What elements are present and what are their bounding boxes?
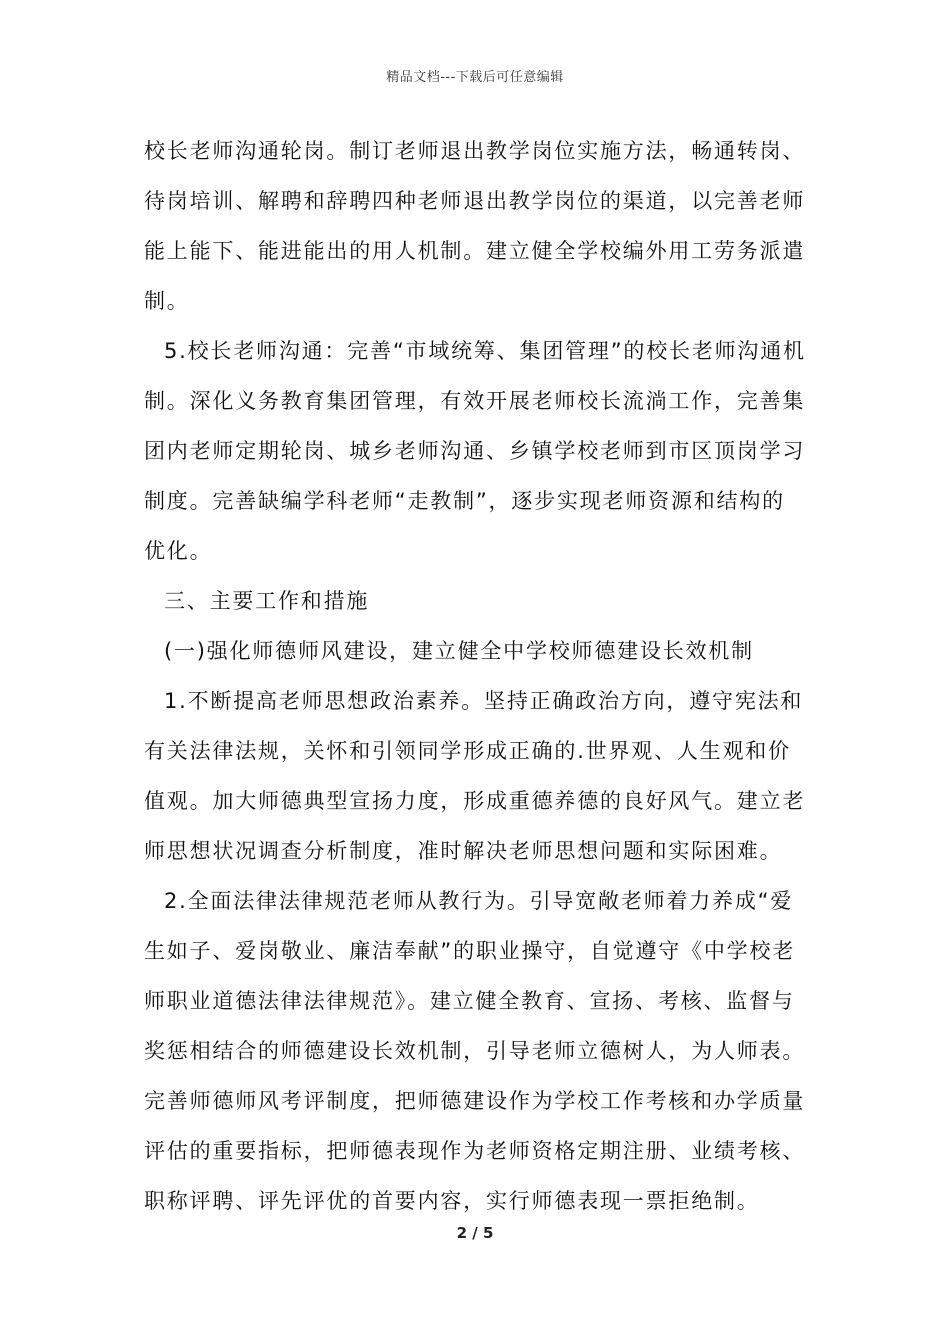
page-number: 2 / 5 [456, 1224, 494, 1242]
paragraph-continuation: 校长老师沟通轮岗。制订老师退出教学岗位实施方法，畅通转岗、待岗培训、解聘和辞聘四种老师退出教学岗位的渠道，以完善老师能上能下、能进能出的用人机制。建立健全学校编外用工劳务派遣制。 [144, 139, 806, 313]
paragraph-item-5: 5.校长老师沟通：完善“市域统筹、集团管理”的校长老师沟通机制。深化义务教育集团管理，有效开展老师校长流淌工作，完善集团内老师定期轮岗、城乡老师沟通、乡镇学校老师到市区顶岗学习制度。完善缺编学科老师“走教制”，逐步实现老师资源和结构的优化。 [144, 339, 806, 563]
paragraph-item-1: 1.不断提高老师思想政治素养。坚持正确政治方向，遵守宪法和有关法律法规，关怀和引领同学形成正确的.世界观、人生观和价值观。加大师德典型宣扬力度，形成重德养德的良好风气。建立老师思想状况调查分析制度，准时解决老师思想问题和实际困难。 [144, 689, 806, 863]
section-heading: 三、主要工作和措施 [164, 589, 370, 613]
subsection-heading: (一)强化师德师风建设，建立健全中学校师德建设长效机制 [164, 639, 754, 663]
document-body [144, 126, 806, 1226]
page-header: 精品文档---下载后可任意编辑 [386, 70, 564, 85]
paragraph-item-2: 2.全面法律法律规范老师从教行为。引导宽敞老师着力养成“爱生如子、爱岗敬业、廉洁奉献”的职业操守，自觉遵守《中学校老师职业道德法律法律规范》。建立健全教育、宣扬、考核、监督与奖惩相结合的师德建设长效机制，引导老师立德树人，为人师表。完善师德师风考评制度，把师德建设作为学校工作考核和办学质量评估的重要指标，把师德表现作为老师资格定期注册、业绩考核、职称评聘、评先评优的首要内容，实行师德表现一票拒绝制。 [144, 889, 806, 1213]
